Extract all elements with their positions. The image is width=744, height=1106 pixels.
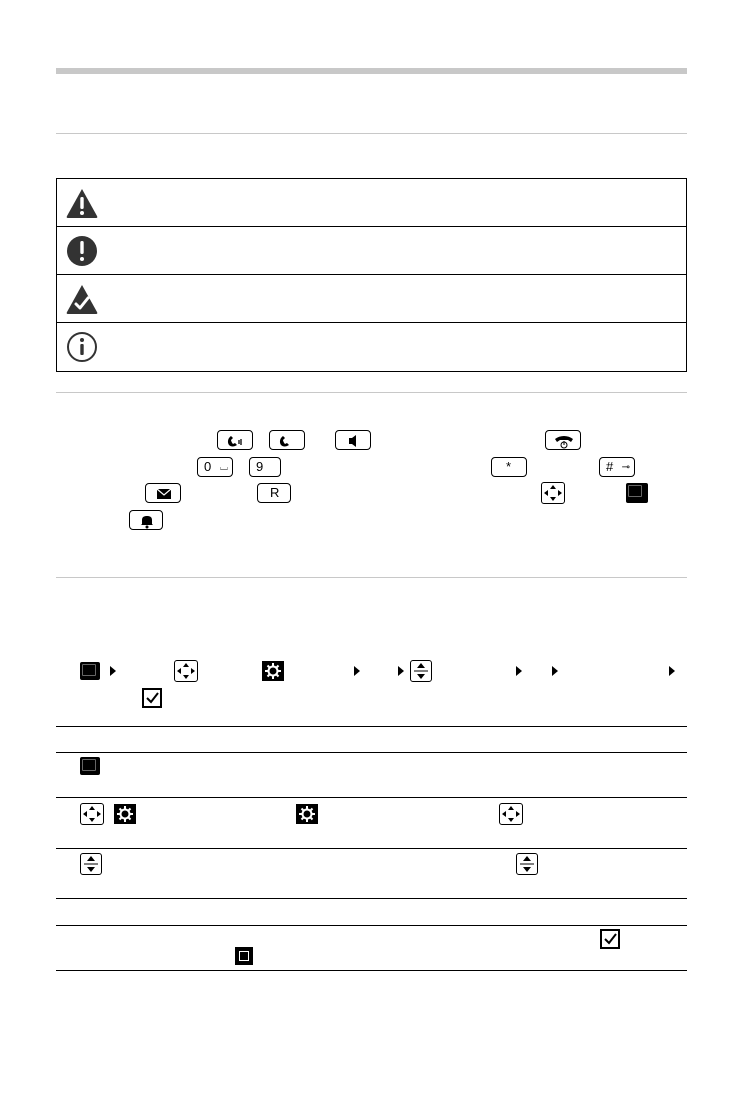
control-key-4way xyxy=(541,482,565,504)
checkbox-checked-icon xyxy=(142,688,162,708)
checkbox-unchecked-icon xyxy=(235,947,253,965)
control-key-updown xyxy=(516,853,538,875)
path-arrow-icon xyxy=(669,666,675,676)
speaker-icon xyxy=(336,431,372,451)
four-way-arrows-icon xyxy=(542,483,564,503)
notice-row-important xyxy=(57,227,686,275)
digit-label: 9 xyxy=(256,459,264,474)
digit-key-0 xyxy=(197,457,233,477)
control-key-updown xyxy=(410,660,432,682)
alarm-key xyxy=(129,510,163,530)
path-arrow-icon xyxy=(398,666,404,676)
up-down-arrows-icon xyxy=(81,854,101,874)
speaker-key xyxy=(335,430,371,450)
lock-symbol: ⊸ xyxy=(621,462,630,473)
table-rule xyxy=(56,898,687,899)
section-divider xyxy=(56,133,687,134)
warning-triangle-icon xyxy=(65,187,99,219)
display-key xyxy=(80,757,100,775)
table-rule xyxy=(56,925,687,926)
end-call-key xyxy=(545,430,581,450)
up-down-arrows-icon xyxy=(517,854,537,874)
table-rule xyxy=(56,970,687,971)
recall-key xyxy=(257,483,291,503)
digit-key-9 xyxy=(249,457,281,477)
display-key xyxy=(626,483,648,503)
notice-row-success xyxy=(57,275,686,323)
end-call-power-icon xyxy=(546,431,582,451)
table-rule xyxy=(56,752,687,753)
check-triangle-icon xyxy=(65,283,99,315)
settings-gear-icon xyxy=(296,804,318,824)
control-key-4way xyxy=(174,660,198,682)
four-way-arrows-icon xyxy=(175,661,197,681)
settings-gear-icon xyxy=(262,661,284,681)
talk-handsfree-key xyxy=(217,430,253,450)
path-arrow-icon xyxy=(354,666,360,676)
handset-icon xyxy=(270,431,306,451)
notice-symbols-table xyxy=(56,178,687,372)
talk-key xyxy=(269,430,305,450)
checkbox-checked-icon xyxy=(600,929,620,949)
bell-icon xyxy=(130,511,164,531)
recall-label: R xyxy=(270,485,280,500)
header-bar xyxy=(56,68,687,74)
up-down-arrows-icon xyxy=(411,661,431,681)
digit-label: 0 xyxy=(204,459,212,474)
section-divider xyxy=(56,392,687,393)
message-key xyxy=(145,483,181,503)
control-key-4way xyxy=(499,803,523,825)
table-rule xyxy=(56,726,687,727)
control-key-updown xyxy=(80,853,102,875)
notice-row-info xyxy=(57,323,686,371)
path-arrow-icon xyxy=(516,666,522,676)
hash-key xyxy=(599,457,635,477)
path-arrow-icon xyxy=(552,666,558,676)
important-exclamation-icon xyxy=(65,235,99,267)
table-rule xyxy=(56,797,687,798)
info-icon xyxy=(65,331,99,363)
hash-label: # xyxy=(606,459,614,474)
star-key xyxy=(491,457,527,477)
four-way-arrows-icon xyxy=(500,804,522,824)
star-label: * xyxy=(506,459,512,474)
space-symbol: ⌴ xyxy=(220,462,228,473)
display-key xyxy=(80,662,100,680)
settings-gear-icon xyxy=(114,804,136,824)
section-divider xyxy=(56,577,687,578)
four-way-arrows-icon xyxy=(81,804,103,824)
handset-speaker-icon xyxy=(218,431,254,451)
table-rule xyxy=(56,848,687,849)
control-key-4way xyxy=(80,803,104,825)
path-arrow-icon xyxy=(110,666,116,676)
envelope-icon xyxy=(146,484,182,504)
notice-row-warning xyxy=(57,179,686,227)
